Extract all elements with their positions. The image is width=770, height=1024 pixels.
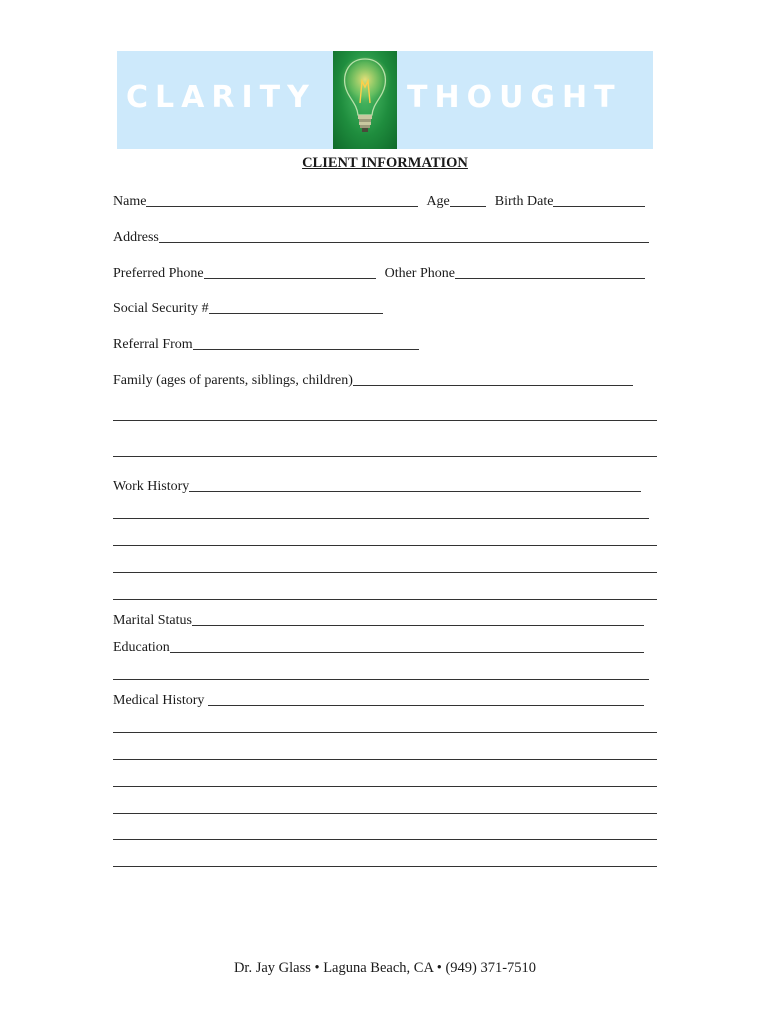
referral-label: Referral From xyxy=(113,337,193,352)
birth-date-field[interactable] xyxy=(553,206,645,207)
form-title: CLIENT INFORMATION xyxy=(302,155,468,171)
work-history-label: Work History xyxy=(113,479,190,494)
family-label: Family (ages of parents, siblings, children) xyxy=(113,373,353,388)
medical-history-field[interactable] xyxy=(208,705,644,706)
education-field[interactable] xyxy=(170,652,644,653)
brand-word-right: THOUGHT xyxy=(407,80,622,115)
birth-date-label: Birth Date xyxy=(494,194,554,209)
lightbulb-icon xyxy=(333,51,397,149)
preferred-phone-label: Preferred Phone xyxy=(113,266,204,281)
medical-history-line-3[interactable] xyxy=(113,759,657,760)
age-field[interactable] xyxy=(450,206,486,207)
family-field[interactable] xyxy=(353,385,633,386)
row-family xyxy=(113,369,633,389)
work-history-line-4[interactable] xyxy=(113,572,657,573)
medical-history-line-2[interactable] xyxy=(113,732,657,733)
work-history-line-3[interactable] xyxy=(113,545,657,546)
family-line-2[interactable] xyxy=(113,420,657,421)
medical-history-line-7[interactable] xyxy=(113,866,657,867)
name-field[interactable] xyxy=(146,206,418,207)
age-label: Age xyxy=(426,194,450,209)
work-history-field[interactable] xyxy=(189,491,641,492)
name-label: Name xyxy=(113,194,147,209)
education-line-2[interactable] xyxy=(113,679,649,680)
ssn-field[interactable] xyxy=(209,313,383,314)
marital-status-label: Marital Status xyxy=(113,613,192,628)
brand-word-left: CLARITY xyxy=(126,80,316,115)
row-marital-status xyxy=(113,609,644,629)
row-ssn xyxy=(113,297,383,317)
other-phone-field[interactable] xyxy=(455,278,645,279)
row-phones xyxy=(113,262,645,282)
row-name xyxy=(113,190,645,210)
education-label: Education xyxy=(113,640,170,655)
address-label: Address xyxy=(113,230,159,245)
family-line-3[interactable] xyxy=(113,456,657,457)
row-medical-history xyxy=(113,689,644,709)
row-work-history xyxy=(113,475,641,495)
medical-history-line-4[interactable] xyxy=(113,786,657,787)
row-referral xyxy=(113,333,419,353)
row-address xyxy=(113,226,649,246)
address-field[interactable] xyxy=(159,242,649,243)
medical-history-line-6[interactable] xyxy=(113,839,657,840)
marital-status-field[interactable] xyxy=(192,625,644,626)
ssn-label: Social Security # xyxy=(113,301,209,316)
medical-history-label: Medical History xyxy=(113,693,205,708)
referral-field[interactable] xyxy=(193,349,419,350)
preferred-phone-field[interactable] xyxy=(204,278,376,279)
medical-history-line-5[interactable] xyxy=(113,813,657,814)
other-phone-label: Other Phone xyxy=(384,266,455,281)
work-history-line-2[interactable] xyxy=(113,518,649,519)
work-history-line-5[interactable] xyxy=(113,599,657,600)
row-education xyxy=(113,636,644,656)
footer-contact: Dr. Jay Glass • Laguna Beach, CA • (949) 371-7510 xyxy=(233,960,537,976)
header-banner xyxy=(117,51,653,149)
